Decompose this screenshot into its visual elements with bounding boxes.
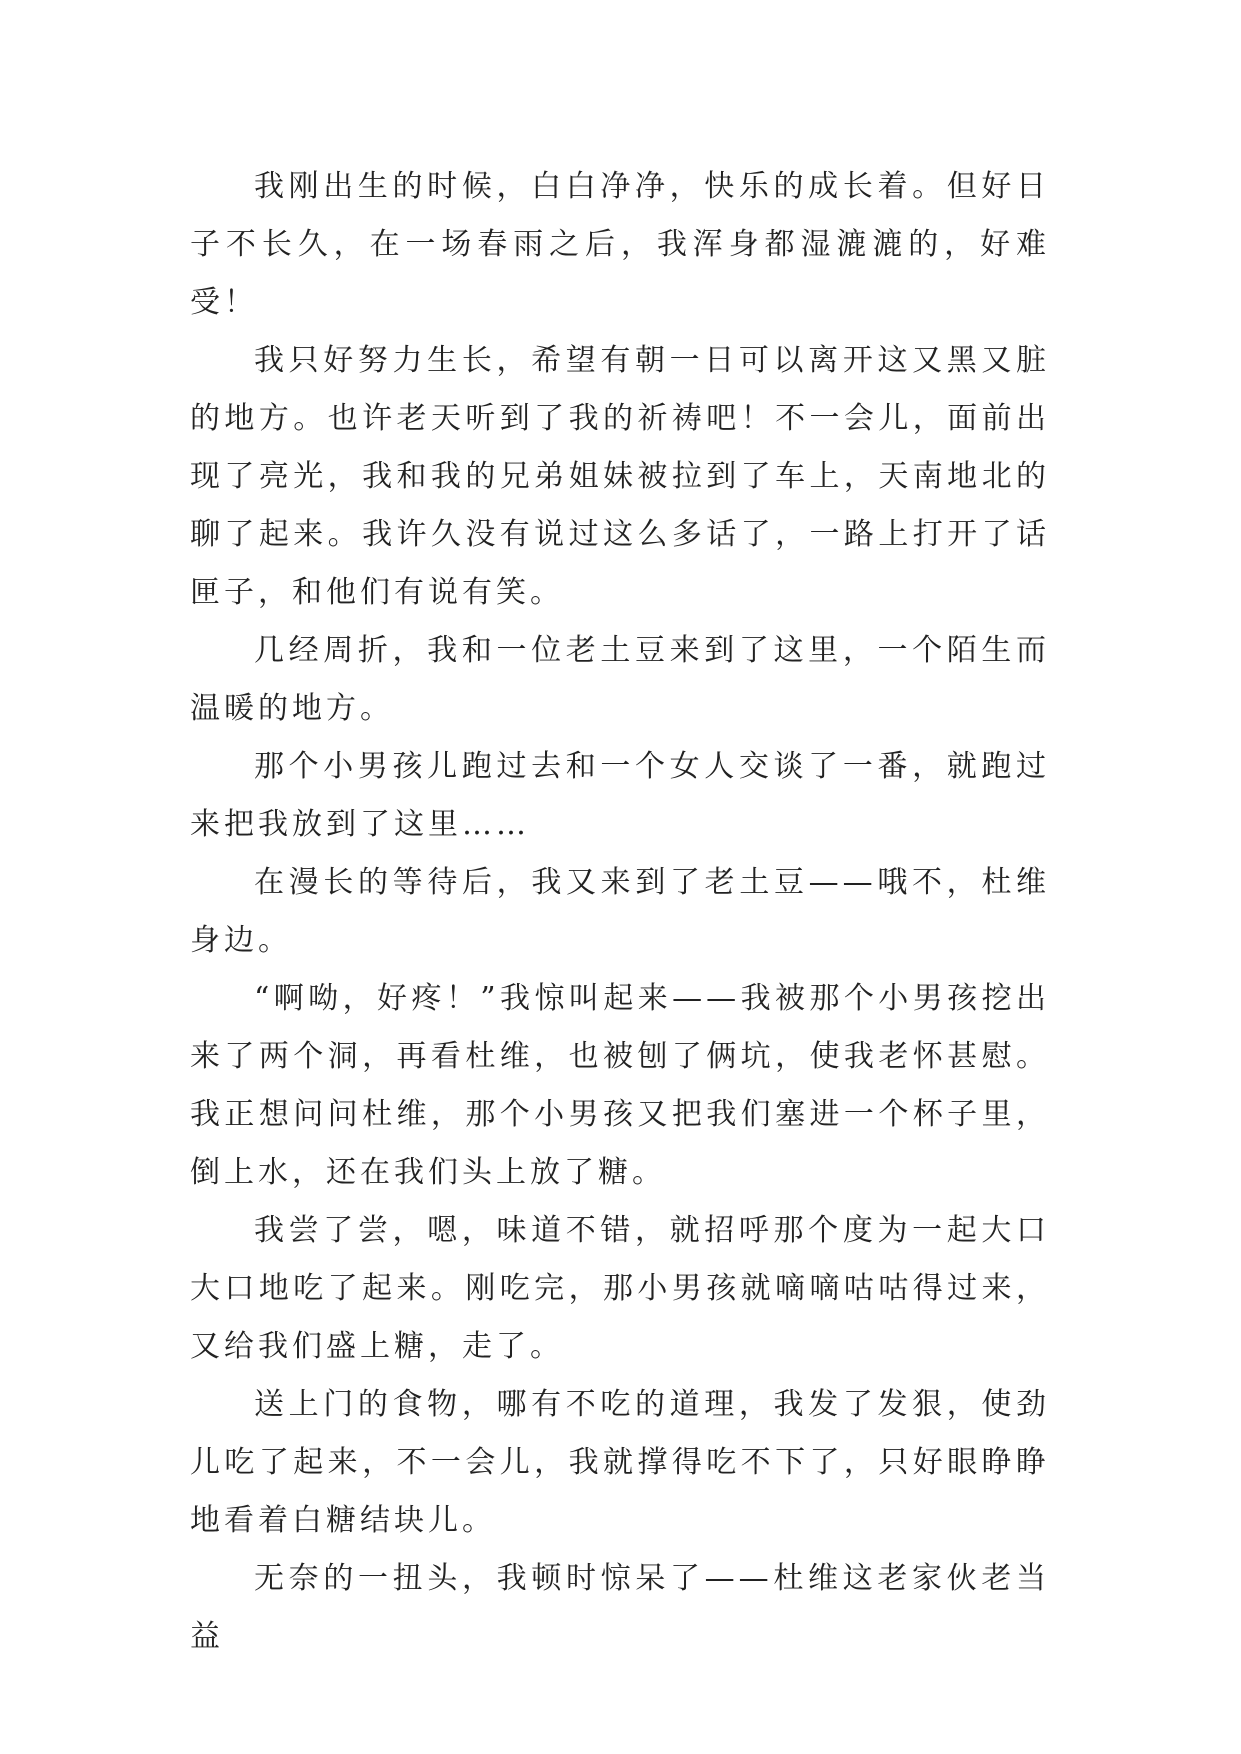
paragraph: 我只好努力生长，希望有朝一日可以离开这又黑又脏的地方。也许老天听到了我的祈祷吧！不一会儿，面前出现了亮光，我和我的兄弟姐妹被拉到了车上，天南地北的聊了起来。我许久没有说过这么多话了，一路上打开了话匣子，和他们有说有笑。 [190, 343, 1050, 610]
paragraph: 那个小男孩儿跑过去和一个女人交谈了一番，就跑过来把我放到了这里…… [190, 749, 1050, 842]
paragraph: 无奈的一扭头，我顿时惊呆了——杜维这老家伙老当益 [190, 1561, 1050, 1654]
paragraph: 我尝了尝，嗯，味道不错，就招呼那个度为一起大口大口地吃了起来。刚吃完，那小男孩就嘀嘀咕咕得过来，又给我们盛上糖，走了。 [190, 1213, 1050, 1364]
paragraph: 在漫长的等待后，我又来到了老土豆——哦不，杜维身边。 [190, 865, 1050, 958]
paragraph: 我刚出生的时候，白白净净，快乐的成长着。但好日子不长久，在一场春雨之后，我浑身都湿漉漉的，好难受！ [190, 169, 1050, 320]
document-body [190, 158, 1050, 1666]
paragraph: 几经周折，我和一位老土豆来到了这里，一个陌生而温暖的地方。 [190, 633, 1050, 726]
paragraph: 送上门的食物，哪有不吃的道理，我发了发狠，使劲儿吃了起来，不一会儿，我就撑得吃不下了，只好眼睁睁地看着白糖结块儿。 [190, 1387, 1050, 1538]
paragraph: “啊呦，好疼！”我惊叫起来——我被那个小男孩挖出来了两个洞，再看杜维，也被刨了俩坑，使我老怀甚慰。我正想问问杜维，那个小男孩又把我们塞进一个杯子里，倒上水，还在我们头上放了糖。 [190, 981, 1050, 1190]
